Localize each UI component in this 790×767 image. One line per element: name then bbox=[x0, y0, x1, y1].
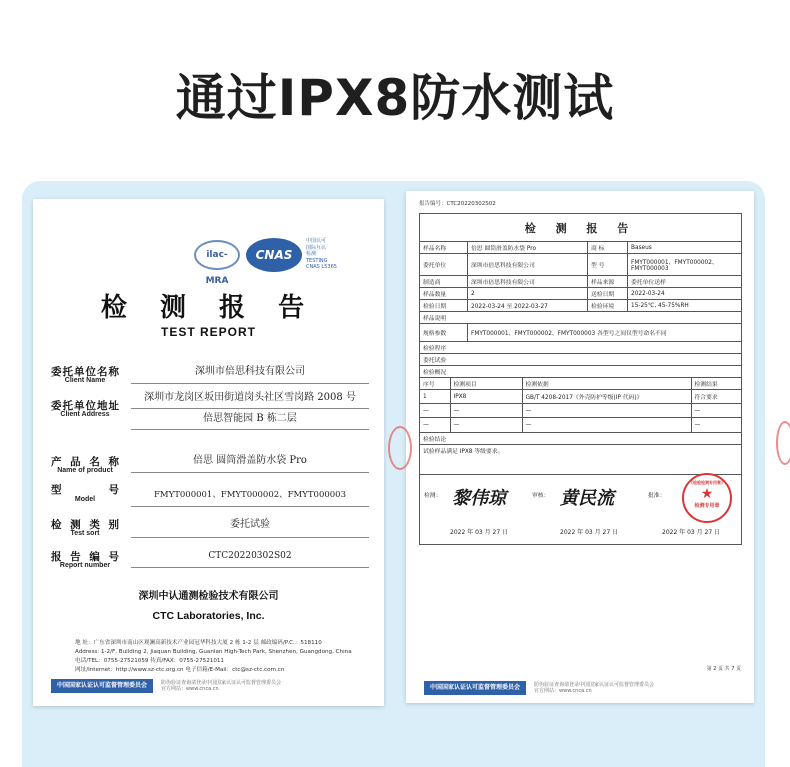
field-value: 委托试验 bbox=[230, 519, 270, 530]
page-number: 第 2 页 共 7 页 bbox=[706, 666, 741, 672]
field-value: CTC20220302S02 bbox=[208, 551, 292, 561]
table-value: FMYT000001、FMYT000002、FMYT000003 bbox=[628, 254, 742, 276]
field-client-address bbox=[51, 392, 371, 444]
table-value: 2022-03-24 bbox=[628, 288, 742, 300]
table-label: 送检日期 bbox=[588, 288, 628, 300]
table-label: 型 号 bbox=[588, 254, 628, 276]
table-cell: 符合要求 bbox=[691, 390, 741, 404]
table-cell: — bbox=[420, 404, 450, 418]
reviewer-label: 审核： bbox=[532, 492, 550, 499]
field-label-en: Test sort bbox=[70, 530, 100, 537]
table-value: 2 bbox=[468, 288, 588, 300]
table-cell: — bbox=[420, 418, 450, 432]
address-line: Address: 1-2/F, Building 2, Jiaquan Building, Guanlan High-Tech Park, Shenzhen, Guangdong, China bbox=[75, 649, 352, 655]
field-underline bbox=[131, 567, 369, 568]
table-title: 检 测 报 告 bbox=[420, 214, 742, 242]
table-value: 委托试验 bbox=[420, 354, 742, 366]
field-label-en: Name of product bbox=[57, 467, 113, 474]
summary-cell bbox=[420, 378, 742, 433]
col-header: 检测结果 bbox=[691, 378, 741, 390]
lab-name-en: CTC Laboratories, Inc. bbox=[152, 610, 265, 622]
table-value: 深圳市倍思科技有限公司 bbox=[468, 254, 588, 276]
table-label: 制造商 bbox=[420, 276, 468, 288]
summary-table bbox=[420, 378, 741, 432]
field-underline bbox=[131, 537, 369, 538]
section-header: 检验程序 bbox=[420, 342, 742, 354]
field-label: 产 品 名 称 bbox=[51, 456, 119, 468]
field-product-name bbox=[51, 454, 371, 484]
field-label-en: Client Name bbox=[64, 377, 106, 384]
table-label: 样品来源 bbox=[588, 276, 628, 288]
cnas-logo: CNAS bbox=[246, 238, 302, 272]
field-value: 倍思 圆筒滑盖防水袋 Pro bbox=[193, 455, 307, 466]
table-value: 深圳市倍思科技有限公司 bbox=[468, 276, 588, 288]
report-number-header: 报告编号：CTC20220302S02 bbox=[419, 201, 496, 207]
field-label: 检 测 类 别 bbox=[51, 519, 119, 531]
cnas-info: 中国认可 国际互认 检测 TESTING CNAS L5365 bbox=[306, 238, 337, 270]
approver-date: 2022 年 03 月 27 日 bbox=[662, 528, 721, 536]
field-label-en: Report number bbox=[59, 562, 111, 569]
field-value: 深圳市倍思科技有限公司 bbox=[195, 366, 305, 377]
table-label: 检验环境 bbox=[588, 300, 628, 312]
certificate-panel bbox=[22, 181, 765, 767]
table-label: 样品名称 bbox=[420, 242, 468, 254]
tester-date: 2022 年 03 月 27 日 bbox=[450, 528, 509, 536]
table-cell: IPX8 bbox=[450, 390, 522, 404]
cnca-footer bbox=[51, 677, 281, 695]
table-value: FMYT000001、FMYT000002、FMYT000003 各型号之间仅型号命名不同 bbox=[468, 324, 742, 342]
table-cell: GB/T 4208-2017《外壳防护等级(IP 代码)》 bbox=[522, 390, 691, 404]
table-cell: — bbox=[691, 404, 741, 418]
table-cell: — bbox=[694, 421, 701, 428]
col-header: 序号 bbox=[420, 378, 450, 390]
field-underline bbox=[131, 506, 369, 507]
reviewer-date: 2022 年 03 月 27 日 bbox=[560, 528, 619, 536]
table-label: 规格参数 bbox=[420, 324, 468, 342]
edge-stamp-mark bbox=[388, 426, 412, 470]
field-label: 报 告 编 号 bbox=[51, 551, 119, 563]
reviewer-signature: 黄民流 bbox=[560, 487, 614, 509]
table-label: 样品数量 bbox=[420, 288, 468, 300]
lab-name: 深圳中认通测检验技术有限公司 bbox=[138, 591, 279, 602]
field-underline bbox=[131, 429, 369, 430]
field-report-number bbox=[51, 549, 371, 579]
conclusion-text: 试验样品满足 IPX8 等级要求。 bbox=[420, 444, 742, 474]
signature-area bbox=[420, 474, 742, 544]
field-test-sort bbox=[51, 517, 371, 547]
table-cell: — bbox=[522, 418, 691, 432]
cnca-footnote: 防伪验证查询请登录中国国家认证认可监督管理委员会 官方网站：www.cnca.cn bbox=[161, 680, 282, 692]
cnca-footnote: 防伪验证查询请登录中国国家认证认可监督管理委员会 官方网站：www.cnca.cn bbox=[534, 682, 655, 694]
section-header: 检验结论 bbox=[420, 432, 742, 444]
field-value: FMYT000001、FMYT000002、FMYT000003 bbox=[154, 490, 346, 500]
table-label: 检验日期 bbox=[420, 300, 468, 312]
cnca-badge: 中国国家认证认可监督管理委员会 bbox=[424, 681, 526, 695]
page-headline: 通过IPX8防水测试 bbox=[175, 69, 615, 127]
cnca-badge: 中国国家认证认可监督管理委员会 bbox=[51, 679, 153, 693]
accreditation-logos bbox=[194, 236, 344, 286]
cnca-footer bbox=[424, 679, 654, 697]
address-line: 网址/Internet：http://www.sz-ctc.org.cn 电子信箱/E-Mail：ctc@sz-ctc.com.cn bbox=[75, 667, 285, 673]
table-label: 委托单位 bbox=[420, 254, 468, 276]
field-model bbox=[51, 482, 371, 512]
table-cell: 1 bbox=[420, 390, 450, 404]
field-label: 型 号 bbox=[51, 484, 119, 496]
address-line: 地 址：广东省深圳市南山区观澜高新技术产业园冠华科技大厦 2 栋 1-2 层 邮政编码/P.C.：518110 bbox=[75, 640, 322, 646]
tester-label: 检测： bbox=[424, 492, 442, 499]
address-line: 电话/TEL：0755-27521059 传真/FAX：0755-27521011 bbox=[75, 658, 224, 664]
section-header: 样品说明 bbox=[420, 312, 742, 324]
edge-stamp-mark bbox=[776, 421, 790, 465]
approver-label: 批准： bbox=[648, 492, 666, 499]
table-cell: — bbox=[450, 418, 522, 432]
table-value: 委托单位送样 bbox=[628, 276, 742, 288]
field-underline bbox=[131, 472, 369, 473]
tester-signature: 黎伟琼 bbox=[452, 487, 506, 509]
table-value: 2022-03-24 至 2022-03-27 bbox=[468, 300, 588, 312]
table-value: Baseus bbox=[628, 242, 742, 254]
col-header: 检测项目 bbox=[450, 378, 522, 390]
section-header: 检验概况 bbox=[420, 366, 742, 378]
official-stamp: (检验检测专用章) ★ 检测专用章 bbox=[682, 473, 732, 523]
report-table bbox=[419, 213, 742, 545]
table-label: 商 标 bbox=[588, 242, 628, 254]
field-label: 委托单位名称 bbox=[51, 366, 119, 378]
report-detail-page bbox=[406, 191, 754, 703]
col-header: 检测依据 bbox=[522, 378, 691, 390]
field-underline bbox=[131, 408, 369, 409]
report-subtitle: TEST REPORT bbox=[160, 325, 256, 339]
lab-address-block bbox=[75, 639, 352, 675]
table-value: 15-25℃, 45-75%RH bbox=[628, 300, 742, 312]
table-cell: — bbox=[450, 404, 522, 418]
field-label-en: Model bbox=[74, 496, 96, 503]
field-underline bbox=[131, 383, 369, 384]
field-label: 委托单位地址 bbox=[51, 400, 119, 412]
field-label-en: Client Address bbox=[60, 411, 110, 418]
field-value-line2: 倍思智能园 B 栋二层 bbox=[203, 413, 297, 424]
report-title: 检 测 报 告 bbox=[100, 293, 317, 323]
ilac-mra-logo: ilac-MRA bbox=[194, 240, 240, 270]
report-cover-page bbox=[33, 199, 384, 706]
table-value: 倍思 圆筒滑盖防水袋 Pro bbox=[468, 242, 588, 254]
table-cell: — bbox=[522, 404, 691, 418]
field-value-line1: 深圳市龙岗区坂田街道岗头社区雪岗路 2008 号 bbox=[144, 392, 356, 403]
